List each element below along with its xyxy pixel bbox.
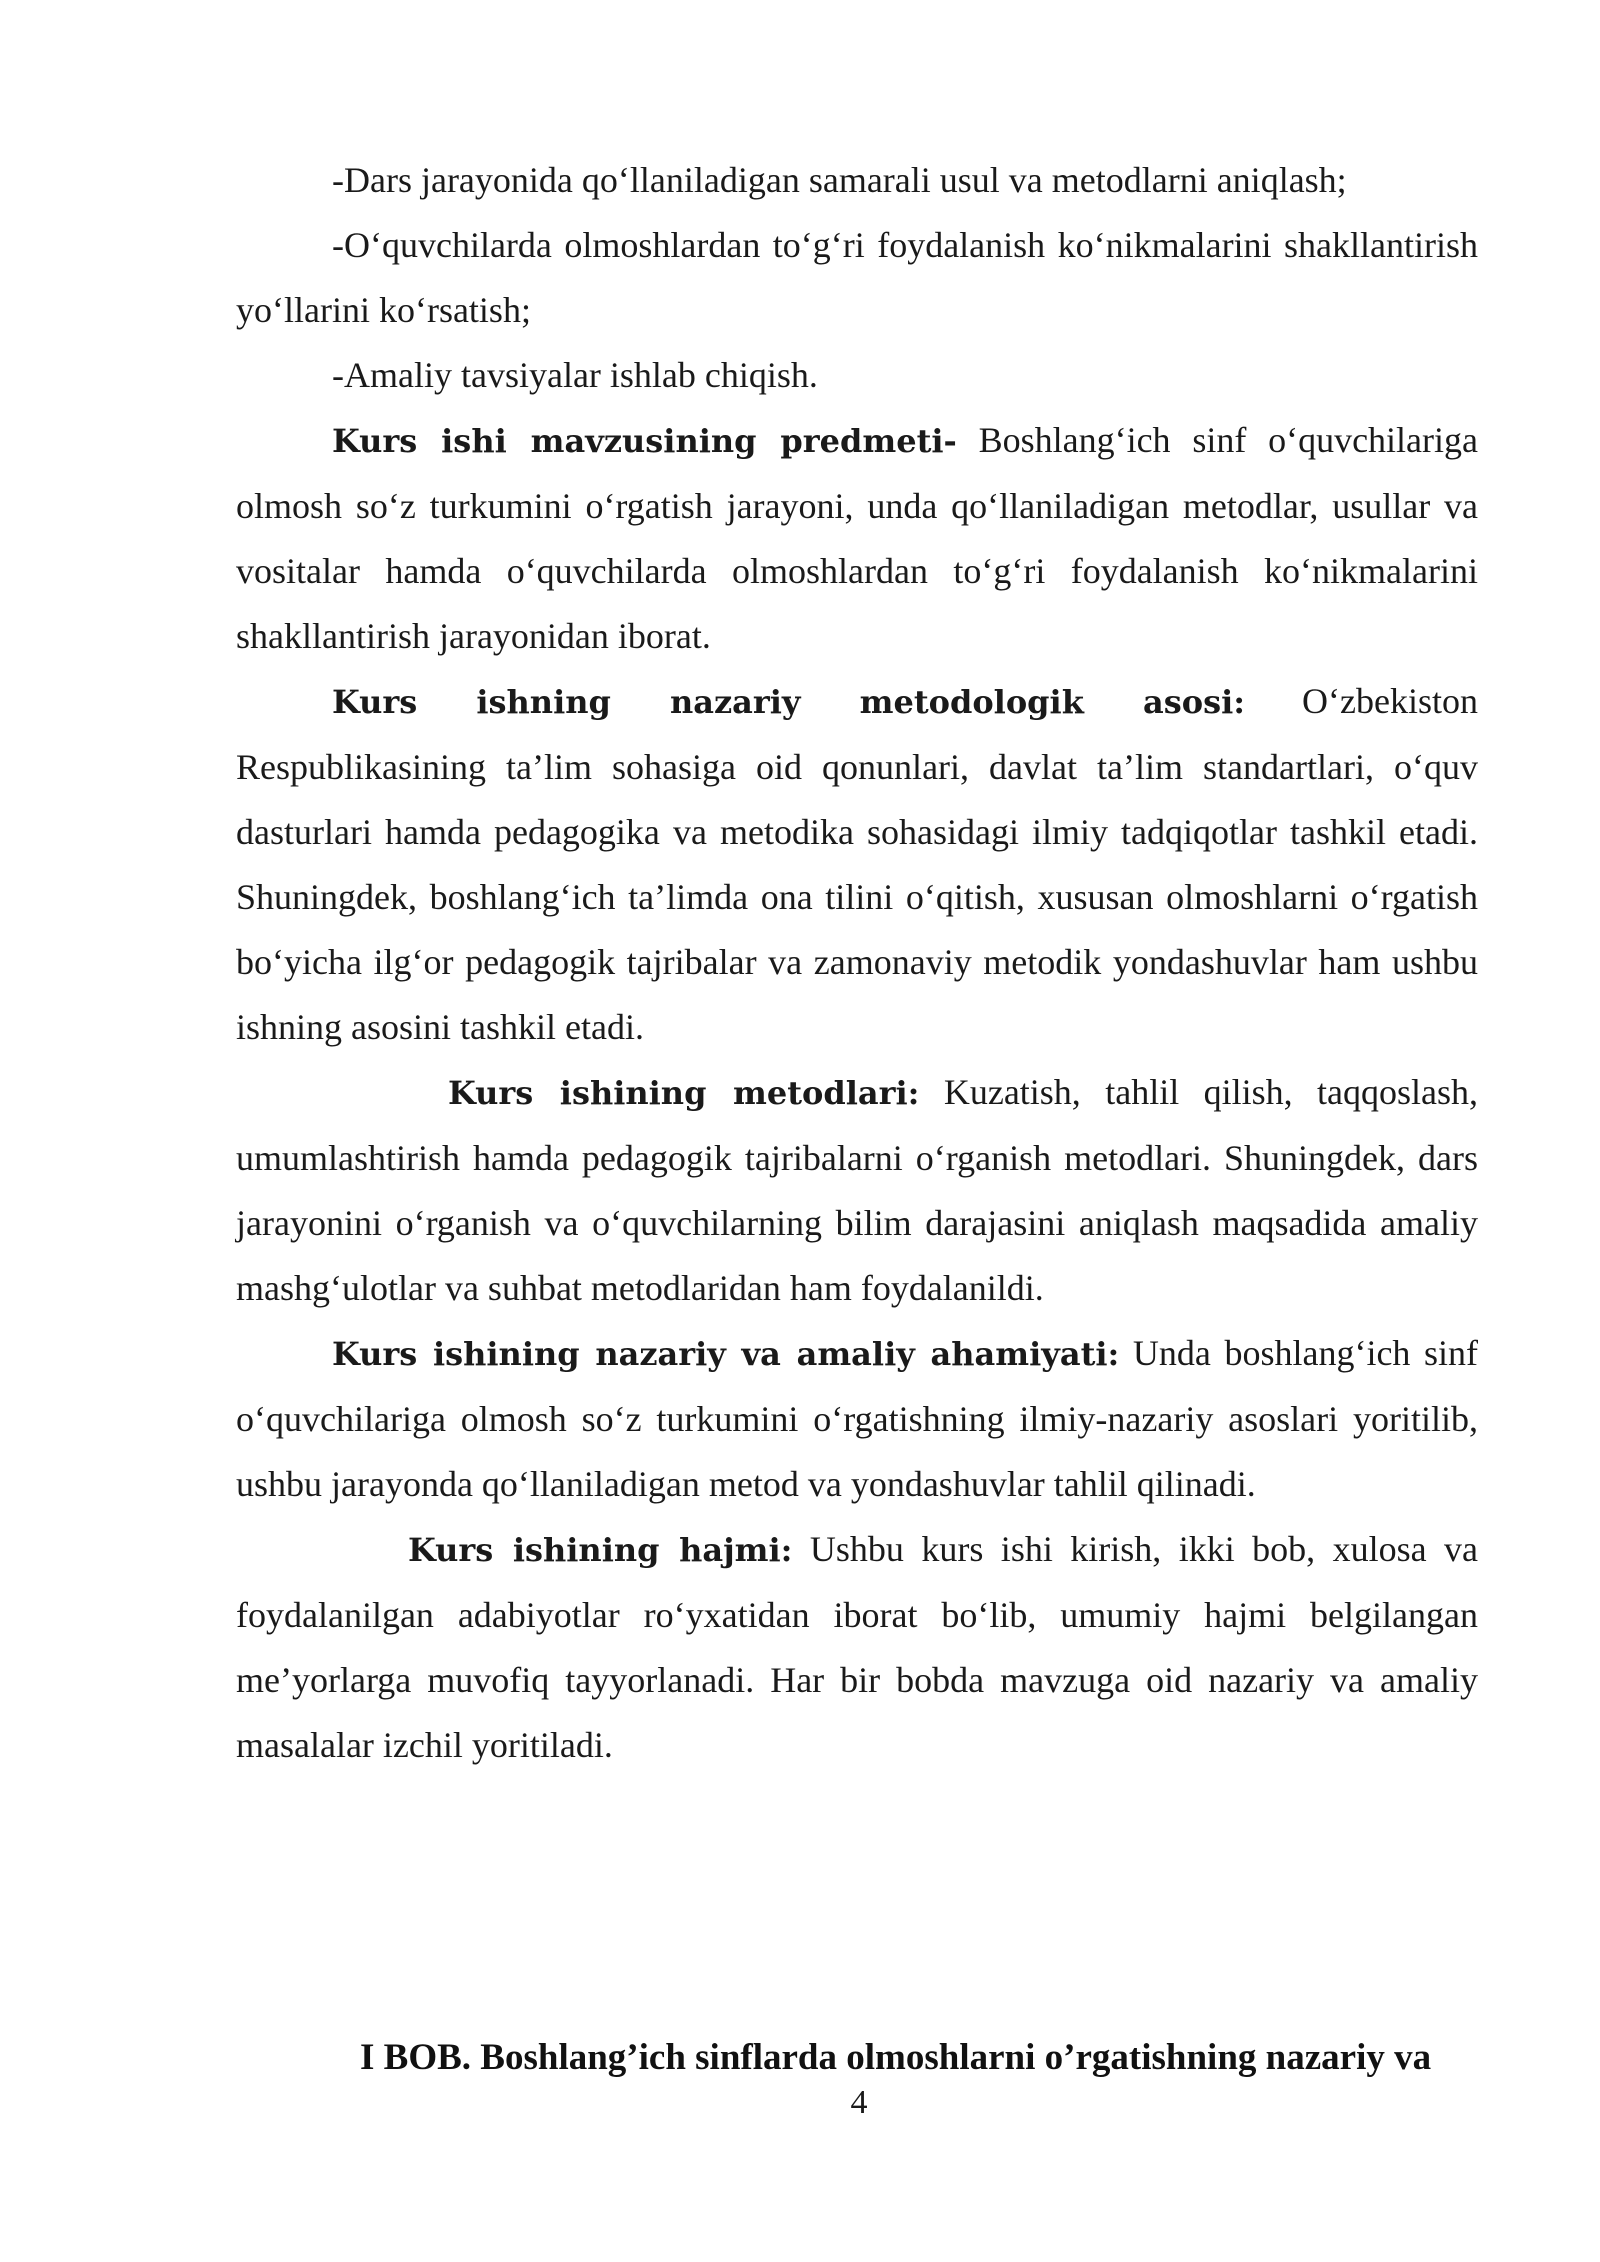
significance-text: Unda boshlang‘ich sinf o‘quvchilariga olmosh so‘z turkumini o‘rgatishning ilmiy-nazariy asoslari yoritilib, ushbu jarayonda qo‘llaniladigan metod va yondashuvlar tahlil qilinadi. (236, 1333, 1478, 1504)
task-item: -Dars jarayonida qo‘llaniladigan samarali usul va metodlarni aniqlash; (332, 160, 1347, 200)
methods-text: Kuzatish, tahlil qilish, taqqoslash, umumlashtirish hamda pedagogik tajribalarni o‘rganish metodlari. Shuningdek, dars jarayonini o‘rganish va o‘quvchilarning bilim darajasini aniqlash maqsadida amaliy mashg‘ulotlar va suhbat metodlaridan ham foydalanildi. (236, 1072, 1479, 1308)
basis-paragraph (236, 669, 1478, 1060)
significance-label: Kurs ishining nazariy va amaliy ahamiyati: (332, 1335, 1120, 1373)
volume-paragraph (236, 1517, 1478, 1778)
volume-text: Ushbu kurs ishi kirish, ikki bob, xulosa va foydalanilgan adabiyotlar ro‘yxatidan iborat bo‘lib, umumiy hajmi belgilangan me’yorlarga muvofiq tayyorlanadi. Har bir bobda mavzuga oid nazariy va amaliy masalalar izchil yoritiladi. (236, 1529, 1479, 1765)
methods-label: Kurs ishining metodlari: (448, 1074, 920, 1112)
body-text (236, 148, 1478, 1778)
chapter-title: I BOB. Boshlang’ich sinflarda olmoshlarni o’rgatishning nazariy va (360, 2037, 1432, 2078)
basis-text: O‘zbekiston Respublikasining ta’lim sohasiga oid qonunlari, davlat ta’lim standartlari, o‘quv dasturlari hamda pedagogika va metodika sohasidagi ilmiy tadqiqotlar tashkil etadi. Shuningdek, boshlang‘ich ta’limda ona tilini o‘qitish, xususan olmoshlarni o‘rgatish bo‘yicha ilg‘or pedagogik tajribalar va zamonaviy metodik yondashuvlar ham ushbu ishning asosini tashkil etadi. (236, 681, 1478, 1047)
task-item: -O‘quvchilarda olmoshlardan to‘g‘ri foydalanish ko‘nikmalarini shakllantirish yo‘llarini ko‘rsatish; (236, 225, 1478, 330)
subject-paragraph (236, 408, 1478, 669)
task-item: -Amaliy tavsiyalar ishlab chiqish. (332, 355, 818, 395)
basis-label: Kurs ishning nazariy metodologik asosi: (332, 683, 1246, 721)
page-number: 4 (850, 2084, 868, 2121)
subject-label: Kurs ishi mavzusining predmeti- (332, 422, 957, 460)
significance-paragraph (236, 1321, 1478, 1517)
methods-paragraph (236, 1060, 1478, 1321)
volume-label: Kurs ishining hajmi: (408, 1531, 793, 1569)
subject-text: Boshlang‘ich sinf o‘quvchilariga olmosh so‘z turkumini o‘rgatish jarayoni, unda qo‘llaniladigan metodlar, usullar va vositalar hamda o‘quvchilarda olmoshlardan to‘g‘ri foydalanish ko‘nikmalarini shakllantirish jarayonidan iborat. (236, 420, 1479, 656)
